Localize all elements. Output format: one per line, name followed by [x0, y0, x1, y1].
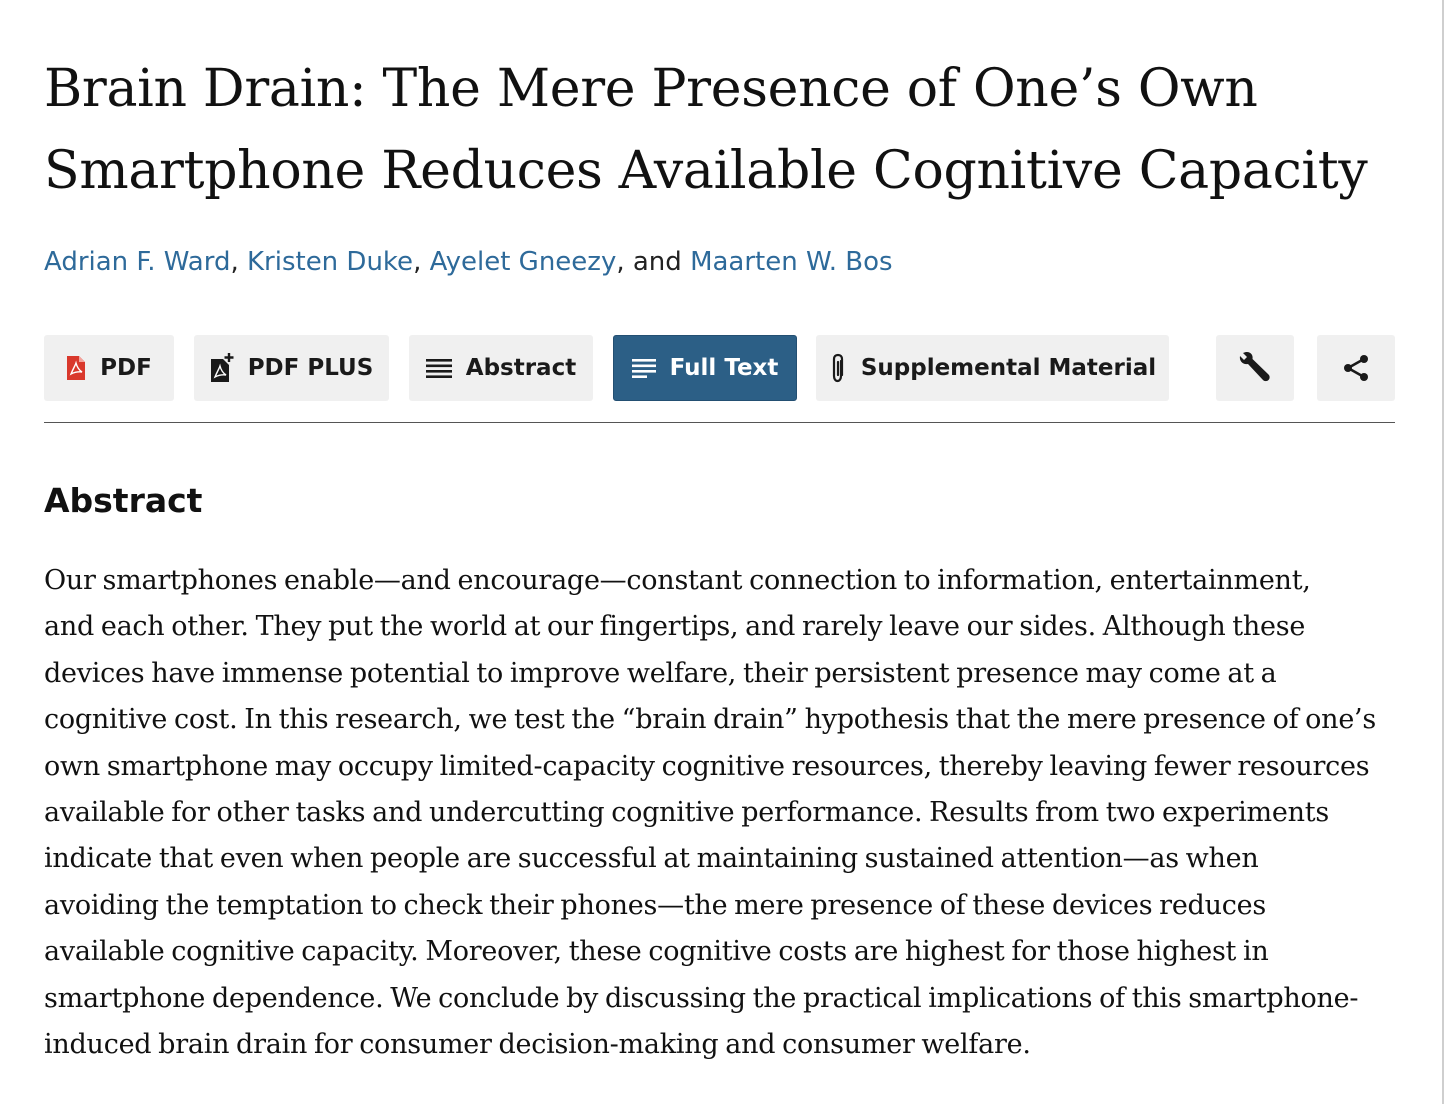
author-list: [44, 244, 1394, 280]
pdf-button-label: PDF: [100, 355, 152, 381]
full-text-button[interactable]: [613, 335, 797, 401]
abstract-line: cognitive cost. In this research, we test the “brain drain” hypothesis that the mere presence of one’s: [44, 704, 1376, 736]
abstract-line: avoiding the temptation to check their phones—the mere presence of these devices reduces: [44, 889, 1266, 921]
abstract-button[interactable]: [409, 335, 593, 401]
list-lines-icon: [426, 358, 452, 378]
pdf-icon: [66, 355, 86, 381]
abstract-line: own smartphone may occupy limited-capacity cognitive resources, thereby leaving fewer resources: [44, 750, 1370, 782]
share-icon: [1341, 353, 1371, 383]
tools-button[interactable]: [1216, 335, 1294, 401]
wrench-icon: [1237, 350, 1273, 386]
abstract-line: indicate that even when people are successful at maintaining sustained attention—as when: [44, 843, 1259, 875]
abstract-line: smartphone dependence. We conclude by discussing the practical implications of this smartphone-: [44, 982, 1359, 1014]
full-text-button-label: Full Text: [669, 355, 779, 381]
page-edge-divider: [1442, 0, 1444, 1104]
abstract-line: devices have immense potential to improve welfare, their persistent presence may come at a: [44, 657, 1277, 689]
abstract-line: available cognitive capacity. Moreover, these cognitive costs are highest for those highest in: [44, 936, 1269, 968]
author-link[interactable]: Kristen Duke: [246, 247, 414, 277]
author-separator: ,: [230, 247, 247, 277]
author-link[interactable]: Adrian F. Ward: [44, 247, 231, 277]
abstract-heading: Abstract: [44, 481, 203, 520]
author-separator: ,: [413, 247, 430, 277]
pdf-plus-icon: [210, 353, 234, 383]
abstract-line: Our smartphones enable—and encourage—constant connection to information, entertainment,: [44, 565, 1311, 596]
supplemental-material-button[interactable]: [816, 335, 1169, 401]
abstract-line: induced brain drain for consumer decision-making and consumer welfare.: [44, 1029, 1031, 1061]
pdf-plus-button-label: PDF PLUS: [247, 355, 374, 381]
title-line-2: Smartphone Reduces Available Cognitive Capacity: [44, 141, 1368, 201]
pdf-plus-button[interactable]: [194, 335, 389, 401]
abstract-line: and each other. They put the world at our fingertips, and rarely leave our sides. Although these: [44, 611, 1306, 643]
document-lines-icon: [632, 358, 656, 378]
share-button[interactable]: [1317, 335, 1395, 401]
abstract-line: available for other tasks and undercutting cognitive performance. Results from two experiments: [44, 797, 1329, 829]
author-link[interactable]: Ayelet Gneezy: [429, 247, 617, 277]
abstract-text: [44, 558, 1404, 1068]
abstract-button-label: Abstract: [465, 355, 577, 381]
article-toolbar: [44, 335, 1395, 401]
title-line-1: Brain Drain: The Mere Presence of One’s Own: [44, 59, 1258, 119]
supplemental-material-button-label: Supplemental Material: [860, 355, 1157, 381]
author-link[interactable]: Maarten W. Bos: [690, 247, 893, 277]
pdf-button[interactable]: [44, 335, 174, 401]
paperclip-icon: [829, 352, 847, 384]
author-conjunction: , and: [616, 247, 691, 277]
toolbar-divider: [44, 422, 1395, 423]
article-title: [44, 48, 1394, 212]
